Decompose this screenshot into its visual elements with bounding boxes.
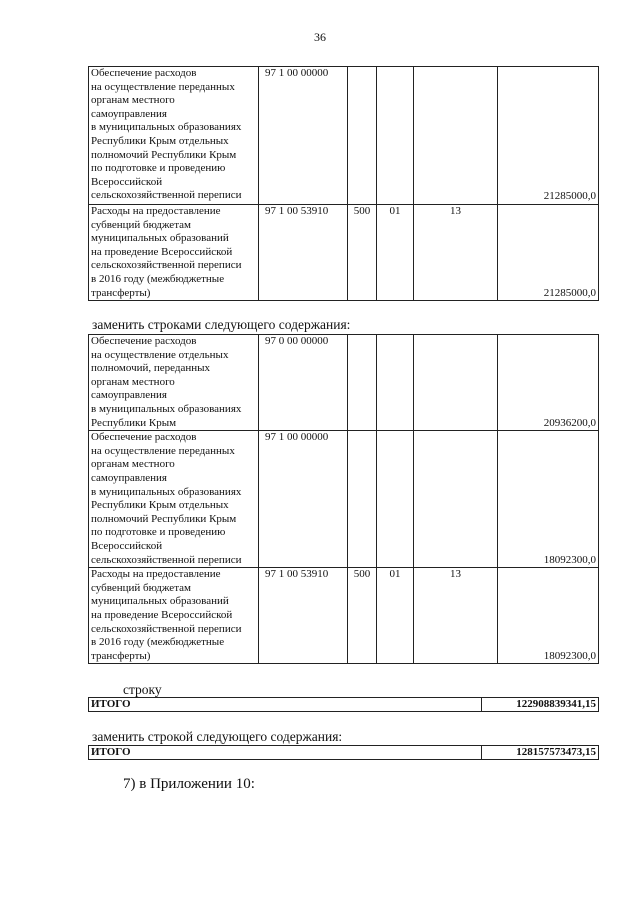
total-row: [89, 698, 599, 712]
row-rz-code: 01: [377, 568, 414, 664]
row-rz-code: [377, 431, 414, 568]
budget-table-old: [88, 66, 599, 301]
caption-row: строку: [123, 682, 162, 697]
row-csr-code: 97 0 00 00000: [259, 335, 348, 431]
row-vr-code: 500: [348, 205, 377, 301]
caption-replace-rows: заменить строками следующего содержания:: [92, 317, 351, 332]
row-vr-code: [348, 335, 377, 431]
row-amount: 18092300,0: [498, 568, 599, 664]
total-label: ИТОГО: [89, 698, 482, 712]
row-csr-code: 97 1 00 53910: [259, 205, 348, 301]
table-row: [89, 335, 599, 431]
total-value: 128157573473,15: [482, 746, 599, 760]
row-vr-code: [348, 67, 377, 205]
row-pr-code: [414, 335, 498, 431]
total-label: ИТОГО: [89, 746, 482, 760]
caption-replace-row: заменить строкой следующего содержания:: [92, 729, 343, 744]
row-amount: 21285000,0: [498, 67, 599, 205]
row-description: Расходы на предоставление субвенций бюджетам муниципальных образований на проведение Всероссийской сельскохозяйственной переписи в 2016 году (межбюджетные трансферты): [89, 205, 259, 301]
row-amount: 21285000,0: [498, 205, 599, 301]
row-description: Обеспечение расходов на осуществление переданных органам местного самоуправления в муниципальных образованиях Республики Крым отдельных полномочий Республики Крым по подготовке и проведению Всероссийской сельскохозяйственной переписи: [89, 431, 259, 568]
row-pr-code: 13: [414, 568, 498, 664]
total-table-new: [88, 745, 599, 760]
row-csr-code: 97 1 00 00000: [259, 431, 348, 568]
row-vr-code: 500: [348, 568, 377, 664]
total-table-old: [88, 697, 599, 712]
row-amount: 20936200,0: [498, 335, 599, 431]
row-amount: 18092300,0: [498, 431, 599, 568]
row-pr-code: 13: [414, 205, 498, 301]
row-description: Расходы на предоставление субвенций бюджетам муниципальных образований на проведение Всероссийской сельскохозяйственной переписи в 2016 году (межбюджетные трансферты): [89, 568, 259, 664]
row-csr-code: 97 1 00 00000: [259, 67, 348, 205]
row-rz-code: [377, 335, 414, 431]
table-row: [89, 568, 599, 664]
table-row: [89, 205, 599, 301]
row-description: Обеспечение расходов на осуществление отдельных полномочий, переданных органам местного самоуправления в муниципальных образованиях Республики Крым: [89, 335, 259, 431]
row-pr-code: [414, 67, 498, 205]
row-vr-code: [348, 431, 377, 568]
list-item-appendix-10: 7) в Приложении 10:: [123, 776, 255, 792]
row-csr-code: 97 1 00 53910: [259, 568, 348, 664]
row-rz-code: 01: [377, 205, 414, 301]
total-row: [89, 746, 599, 760]
table-row: [89, 67, 599, 205]
row-rz-code: [377, 67, 414, 205]
row-pr-code: [414, 431, 498, 568]
table-row: [89, 431, 599, 568]
page-number: 36: [314, 30, 326, 44]
row-description: Обеспечение расходов на осуществление переданных органам местного самоуправления в муниципальных образованиях Республики Крым отдельных полномочий Республики Крым по подготовке и проведению Всероссийской сельскохозяйственной переписи: [89, 67, 259, 205]
budget-table-new: [88, 334, 599, 664]
total-value: 122908839341,15: [482, 698, 599, 712]
